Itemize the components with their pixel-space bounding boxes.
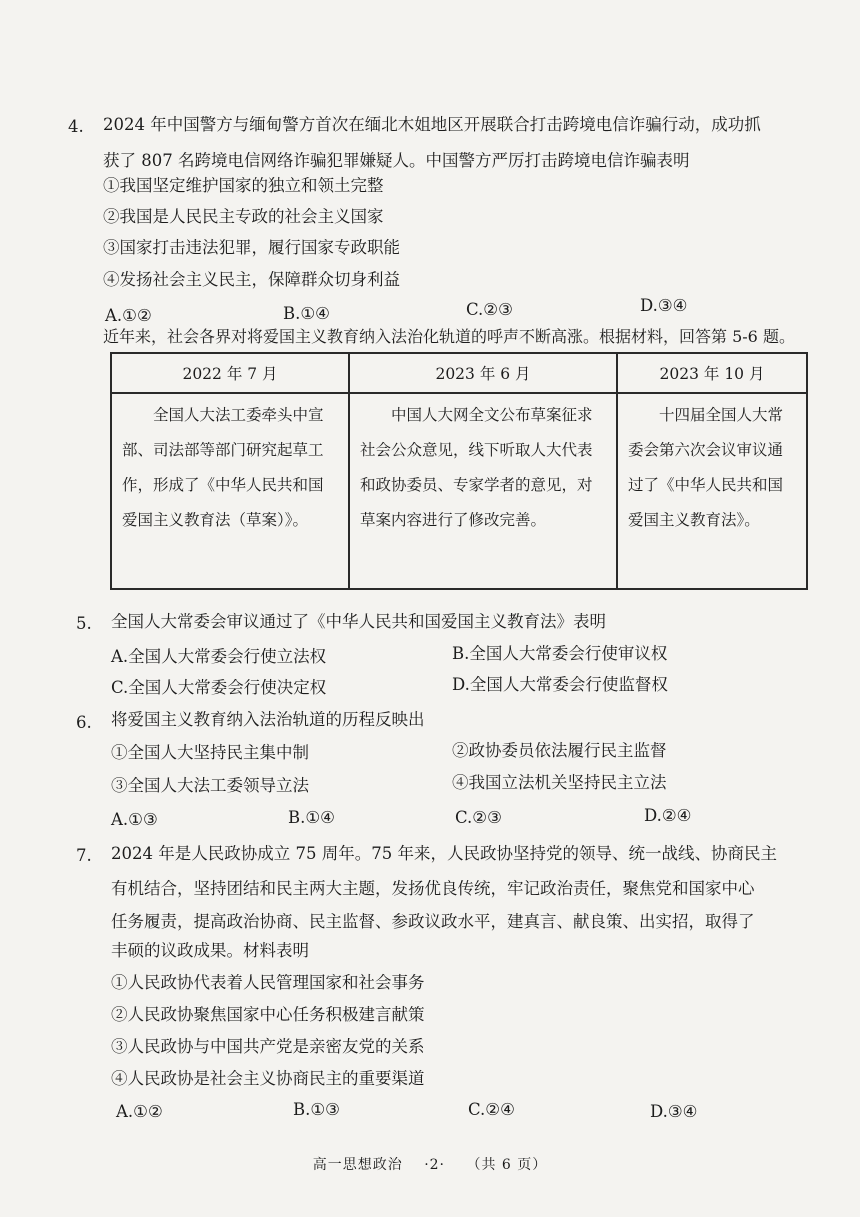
q4-item-1: ①我国坚定维护国家的独立和领土完整 (103, 176, 384, 195)
q7-option-a[interactable]: A.①② (116, 1102, 163, 1121)
q5-option-d[interactable]: D.全国人大常委会行使监督权 (452, 675, 668, 694)
q4-item-4: ④发扬社会主义民主，保障群众切身利益 (103, 270, 400, 289)
q6-item-2: ②政协委员依法履行民主监督 (452, 741, 667, 760)
q6-option-d[interactable]: D.②④ (644, 806, 692, 825)
q5-stem: 全国人大常委会审议通过了《中华人民共和国爱国主义教育法》表明 (111, 612, 606, 631)
q6-item-3: ③全国人大法工委领导立法 (111, 776, 309, 795)
q4-option-c[interactable]: C.②③ (466, 300, 513, 319)
q5-option-a[interactable]: A.全国人大常委会行使立法权 (111, 647, 327, 666)
q6-number: 6. (76, 713, 92, 732)
q4-item-3: ③国家打击违法犯罪，履行国家专政职能 (103, 238, 400, 257)
q7-number: 7. (76, 846, 92, 865)
q7-stem-line4: 丰硕的议政成果。材料表明 (111, 941, 309, 960)
q7-stem-line2: 有机结合，坚持团结和民主两大主题，发扬优良传统，牢记政治责任，聚焦党和国家中心 (111, 879, 755, 898)
q4-option-b[interactable]: B.①④ (283, 304, 330, 323)
q5-option-c[interactable]: C.全国人大常委会行使决定权 (111, 678, 327, 697)
q4-item-2: ②我国是人民民主专政的社会主义国家 (103, 207, 384, 226)
q7-stem-line3: 任务履责，提高政治协商、民主监督、参政议政水平，建真言、献良策、出实招，取得了 (111, 912, 755, 931)
q7-item-1: ①人民政协代表着人民管理国家和社会事务 (111, 973, 425, 992)
q7-item-3: ③人民政协与中国共产党是亲密友党的关系 (111, 1037, 425, 1056)
q6-item-1: ①全国人大坚持民主集中制 (111, 743, 309, 762)
q7-option-d[interactable]: D.③④ (650, 1102, 698, 1121)
table-header-1: 2022 年 7 月 (111, 353, 349, 393)
q6-stem: 将爱国主义教育纳入法治轨道的历程反映出 (111, 710, 425, 729)
q4-option-d[interactable]: D.③④ (640, 296, 688, 315)
q7-option-c[interactable]: C.②④ (468, 1100, 515, 1119)
table-header-3: 2023 年 10 月 (617, 353, 807, 393)
q6-option-c[interactable]: C.②③ (455, 808, 502, 827)
q7-stem-line1: 2024 年是人民政协成立 75 周年。75 年来，人民政协坚持党的领导、统一战线、协商民主 (111, 844, 777, 863)
q4-option-a[interactable]: A.①② (105, 306, 152, 325)
q5-number: 5. (76, 614, 92, 633)
q5-option-b[interactable]: B.全国人大常委会行使审议权 (452, 644, 668, 663)
page-footer (0, 1154, 860, 1174)
table-cell-3: 十四届全国人大常委会第六次会议审议通过了《中华人民共和国爱国主义教育法》。 (617, 393, 807, 589)
material-intro: 近年来，社会各界对将爱国主义教育纳入法治化轨道的呼声不断高涨。根据材料，回答第 5-6 题。 (103, 327, 795, 346)
q6-option-b[interactable]: B.①④ (288, 808, 335, 827)
q6-option-a[interactable]: A.①③ (111, 810, 158, 829)
table-cell-2: 中国人大网全文公布草案征求社会公众意见，线下听取人大代表和政协委员、专家学者的意见，对草案内容进行了修改完善。 (349, 393, 617, 589)
q4-number: 4. (68, 117, 84, 136)
material-table (110, 352, 808, 590)
table-header-2: 2023 年 6 月 (349, 353, 617, 393)
q6-item-4: ④我国立法机关坚持民主立法 (452, 773, 667, 792)
footer-page-number: ·2· (424, 1157, 445, 1173)
table-cell-1: 全国人大法工委牵头中宣部、司法部等部门研究起草工作，形成了《中华人民共和国爱国主义教育法（草案）》。 (111, 393, 349, 589)
footer-total-pages: （共 6 页） (466, 1157, 548, 1173)
q4-stem-line2: 获了 807 名跨境电信网络诈骗犯罪嫌疑人。中国警方严厉打击跨境电信诈骗表明 (103, 151, 690, 170)
q7-item-2: ②人民政协聚焦国家中心任务积极建言献策 (111, 1005, 425, 1024)
q7-option-b[interactable]: B.①③ (293, 1100, 340, 1119)
q4-stem-line1: 2024 年中国警方与缅甸警方首次在缅北木姐地区开展联合打击跨境电信诈骗行动，成功抓 (103, 115, 761, 134)
footer-subject: 高一思想政治 (312, 1157, 403, 1173)
q7-item-4: ④人民政协是社会主义协商民主的重要渠道 (111, 1069, 425, 1088)
